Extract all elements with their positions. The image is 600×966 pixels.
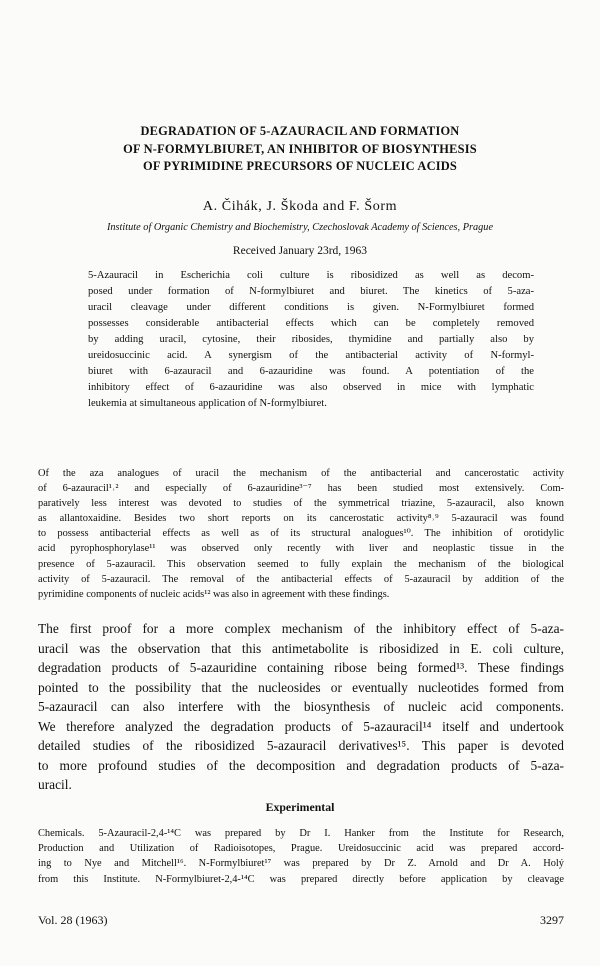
abstract-line: biuret with 6-azauracil and 6-azauridine was found. A potentiation of the: [88, 366, 534, 377]
intro-line: Of the aza analogues of uracil the mechanism of the antibacterial and cancerostatic activity: [38, 468, 564, 479]
intro-line: of 6-azauracil¹˒² and especially of 6-azauridine³⁻⁷ has been studied most extensively. Com-: [38, 483, 564, 495]
intro-line: pyrimidine components of nucleic acids¹² was also in agreement with these findings.: [38, 588, 390, 600]
abstract-line: leukemia at simultaneous application of N-formylbiuret.: [88, 398, 327, 409]
main-line: pointed to the possibility that the nucleosides or eventually nucleotides formed from: [38, 679, 564, 695]
main-line: 5-azauracil can also interfere with the biosynthesis of nucleic acid components.: [38, 699, 564, 714]
experimental-line: from this Institute. N-Formylbiuret-2,4-¹⁴C was prepared directly before application by cleavage: [38, 873, 564, 885]
volume-info: Vol. 28 (1963): [38, 913, 108, 927]
abstract-line: 5-Azauracil in Escherichia coli culture is ribosidized as well as decom-: [88, 270, 534, 281]
main-line: The first proof for a more complex mechanism of the inhibitory effect of 5-aza-: [38, 621, 564, 636]
experimental-line: Chemicals. 5-Azauracil-2,4-¹⁴C was prepared by Dr I. Hanker from the Institute for Research,: [38, 828, 564, 839]
experimental-line: Production and Utilization of Radioisotopes, Prague. Ureidosuccinic acid was prepared accord-: [38, 843, 564, 855]
main-line: uracil was the observation that this antimetabolite is ribosidized in E. coli culture,: [38, 640, 564, 656]
main-line: uracil.: [38, 777, 72, 792]
abstract-line: inhibitory effect of 6-azauridine was also observed in mice with lymphatic: [88, 382, 534, 393]
affiliation: Institute of Organic Chemistry and Biochemistry, Czechoslovak Academy of Sciences, Prague: [106, 222, 494, 233]
intro-line: to possess antibacterial effects as well as of its structural analogues¹⁰. The inhibition of orotidylic: [38, 528, 564, 540]
received-date: Received January 23rd, 1963: [232, 245, 368, 257]
intro-line: activity of 5-azauracil. The removal of the antibacterial effects of 5-azauracil by addition of the: [38, 573, 564, 585]
main-line: to more profound studies of the decomposition and degradation products of 5-aza-: [38, 757, 564, 773]
intro-line: paratively less interest was devoted to studies of the symmetrical triazine, 5-azauracil, also known: [38, 498, 564, 510]
main-line: degradation products of 5-azauridine containing ribose being formed¹³. These findings: [38, 660, 564, 675]
intro-line: acid pyrophosphorylase¹¹ was observed only recently with liver and neoplastic tissue in the: [38, 543, 564, 555]
main-paragraph: [38, 619, 564, 795]
intro-line: presence of 5-azauracil. This observation seemed to fully explain the mechanism of the biological: [38, 558, 564, 570]
intro-paragraph: [38, 466, 564, 602]
abstract: [88, 268, 534, 412]
experimental-paragraph: [38, 826, 564, 887]
intro-line: as allantoxaidine. Besides two short reports on its cancerostatic activity⁸˒⁹ 5-azauracil was found: [38, 513, 564, 525]
abstract-line: by adding uracil, cytosine, their ribosides, thymidine and partially also by: [88, 334, 534, 345]
authors: A. Čihák, J. Škoda and F. Šorm: [202, 199, 398, 214]
main-line: detailed studies of the ribosidized 5-azauracil derivatives¹⁵. This paper is devoted: [38, 738, 564, 753]
experimental-line: ing to Nye and Mitchell¹⁶. N-Formylbiuret¹⁷ was prepared by Dr Z. Arnold and Dr A. Holý: [38, 858, 564, 870]
title-line: OF PYRIMIDINE PRECURSORS OF NUCLEIC ACIDS: [143, 159, 457, 173]
abstract-line: posed under formation of N-formylbiuret and biuret. The kinetics of 5-aza-: [88, 286, 534, 297]
abstract-line: ureidosuccinic acid. A synergism of the antibacterial activity of N-formyl-: [88, 350, 534, 361]
abstract-line: possesses considerable antibacterial effects which can be completely removed: [88, 318, 534, 329]
abstract-line: uracil cleavage under different conditions is given. N-Formylbiuret formed: [88, 302, 534, 313]
section-heading: Experimental: [265, 800, 335, 814]
main-line: We therefore analyzed the degradation products of 5-azauracil¹⁴ itself and undertook: [38, 718, 564, 734]
page-number: 3297: [540, 913, 564, 927]
title-line: OF N-FORMYLBIURET, AN INHIBITOR OF BIOSYNTHESIS: [123, 141, 477, 156]
article-title: [40, 123, 560, 176]
title-line: DEGRADATION OF 5-AZAURACIL AND FORMATION: [140, 124, 460, 138]
